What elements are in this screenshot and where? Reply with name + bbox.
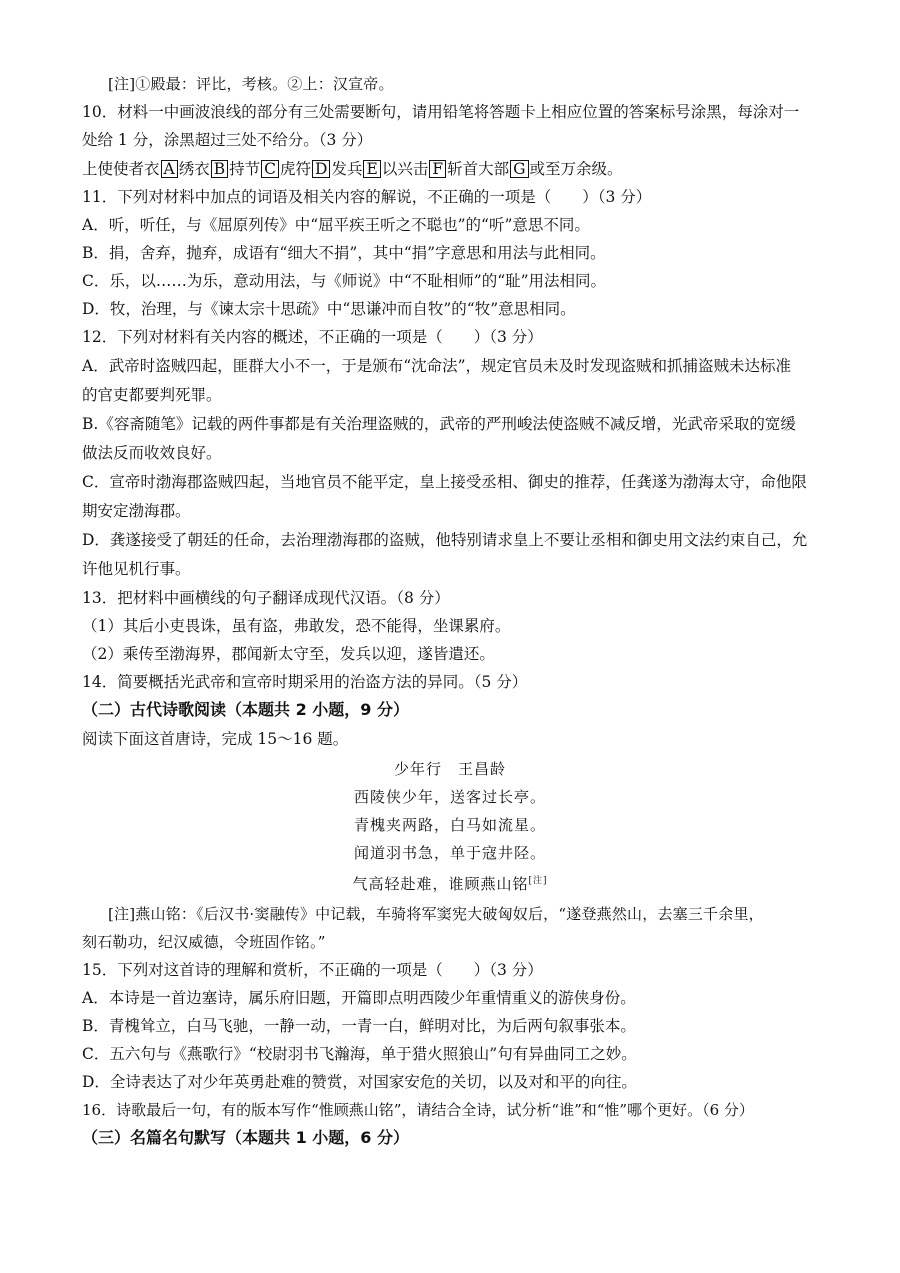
poem-line-4: 气高轻赴难，谁顾燕山铭 — [352, 875, 529, 893]
q12-option-a-line-2: 的官吏都要判死罪。 — [82, 386, 222, 404]
answer-box-b[interactable]: B — [211, 160, 228, 178]
q10-line-2: 处给 1 分，涂黑超过三处不给分。（3 分） — [82, 131, 373, 149]
q15-stem: 15．下列对这首诗的理解和赏析，不正确的一项是（ ）（3 分） — [82, 961, 543, 979]
q11-option-a: A．听，听任，与《屈原列传》中“屈平疾王听之不聪也”的“听”意思不同。 — [82, 216, 590, 234]
q11-option-c: C．乐，以……为乐，意动用法，与《师说》中“不耻相师”的“耻”用法相同。 — [82, 272, 607, 290]
q16-stem: 16．诗歌最后一句，有的版本写作“惟顾燕山铭”，请结合全诗，试分析“谁”和“惟”哪个更好。（6 分） — [82, 1101, 754, 1119]
q12-option-d-line-1: D．龚遂接受了朝廷的任命，去治理渤海郡的盗贼，他特别请求皇上不要让丞相和御史用文法约束自己，允 — [82, 531, 808, 549]
answer-box-c[interactable]: C — [261, 160, 279, 178]
poem-title: 少年行 王昌龄 — [393, 760, 506, 778]
poem-note-mark: [注] — [528, 876, 548, 886]
q10-sentence — [82, 159, 623, 179]
answer-box-d[interactable]: D — [312, 160, 330, 178]
answer-box-f[interactable]: F — [429, 160, 446, 178]
section-2-intro: 阅读下面这首唐诗，完成 15～16 题。 — [82, 730, 349, 748]
q15-option-c: C．五六句与《燕歌行》“校尉羽书飞瀚海，单于猎火照狼山”句有异曲同工之妙。 — [82, 1045, 637, 1063]
q11-option-b: B．捐，舍弃，抛弃，成语有“细大不捐”，其中“捐”字意思和用法与此相同。 — [82, 244, 606, 262]
answer-box-g[interactable]: G — [510, 160, 528, 178]
q11-option-d: D．牧，治理，与《谏太宗十思疏》中“思谦冲而自牧”的“牧”意思相同。 — [82, 300, 576, 318]
q12-option-b-line-1: B.《容斋随笔》记载的两件事都是有关治理盗贼的，武帝的严刑峻法使盗贼不减反增，光武帝采取的宽缓 — [82, 415, 796, 433]
answer-box-e[interactable]: E — [363, 160, 380, 178]
poem-line-1: 西陵侠少年，送客过长亭。 — [353, 788, 546, 806]
section-3-heading: （三）名篇名句默写（本题共 1 小题，6 分） — [82, 1128, 409, 1147]
poem-line-3: 闻道羽书急，单于寇井陉。 — [353, 844, 546, 862]
q11-stem: 11．下列对材料中加点的词语及相关内容的解说，不正确的一项是（ ）（3 分） — [82, 188, 652, 206]
q13-stem: 13．把材料中画横线的句子翻译成现代汉语。（8 分） — [82, 589, 450, 607]
note-2-line-1: [注]燕山铭：《后汉书·窦融传》中记载，车骑将军窦宪大破匈奴后，“遂登燕然山，去塞三千余里， — [108, 905, 764, 923]
q10-segment: 斩首大部 — [447, 160, 510, 178]
q10-segment: 或至万余级。 — [529, 160, 623, 178]
q10-segment: 上使使者衣 — [82, 160, 160, 178]
q10-segment: 以兴击 — [381, 160, 429, 178]
q12-option-a-line-1: A．武帝时盗贼四起，匪群大小不一，于是颁布“沈命法”，规定官员未及时发现盗贼和抓捕盗贼未达标准 — [82, 357, 792, 375]
section-2-heading: （二）古代诗歌阅读（本题共 2 小题，9 分） — [82, 700, 409, 719]
q13-sentence-2: （2）乘传至渤海界，郡闻新太守至，发兵以迎，遂皆遣还。 — [82, 645, 495, 663]
q12-option-b-line-2: 做法反而收效良好。 — [82, 444, 222, 462]
q10-segment: 发兵 — [331, 160, 363, 178]
q10-segment: 持节 — [229, 160, 261, 178]
q15-option-a: A．本诗是一首边塞诗，属乐府旧题，开篇即点明西陵少年重情重义的游侠身份。 — [82, 989, 636, 1007]
poem-line-2: 青槐夹两路，白马如流星。 — [353, 816, 546, 834]
q12-option-c-line-2: 期安定渤海郡。 — [82, 502, 191, 520]
q10-segment: 虎符 — [280, 160, 312, 178]
q12-option-c-line-1: C．宣帝时渤海郡盗贼四起，当地官员不能平定，皇上接受丞相、御史的推荐，任龚遂为渤海太守，命他限 — [82, 473, 807, 491]
q12-stem: 12．下列对材料有关内容的概述，不正确的一项是（ ）（3 分） — [82, 328, 543, 346]
q12-option-d-line-2: 许他见机行事。 — [82, 560, 191, 578]
q10-line-1: 10．材料一中画波浪线的部分有三处需要断句，请用铅笔将答题卡上相应位置的答案标号涂黑，每涂对一 — [82, 103, 800, 121]
q15-option-b: B．青槐耸立，白马飞驰，一静一动，一青一白，鲜明对比，为后两句叙事张本。 — [82, 1017, 636, 1035]
note-2-line-2: 刻石勒功，纪汉威德，令班固作铭。” — [82, 933, 326, 951]
answer-box-a[interactable]: A — [161, 160, 178, 178]
q15-option-d: D．全诗表达了对少年英勇赴难的赞赏，对国家安危的关切，以及对和平的向往。 — [82, 1073, 637, 1091]
q13-sentence-1: （1）其后小吏畏诛，虽有盗，弗敢发，恐不能得，坐课累府。 — [82, 617, 511, 635]
poem-line-4-wrap — [0, 871, 900, 894]
q10-segment: 绣衣 — [178, 160, 210, 178]
q14-stem: 14．简要概括光武帝和宣帝时期采用的治盗方法的异同。（5 分） — [82, 673, 528, 691]
note-1: [注]①殿最：评比，考核。②上：汉宣帝。 — [108, 75, 394, 93]
